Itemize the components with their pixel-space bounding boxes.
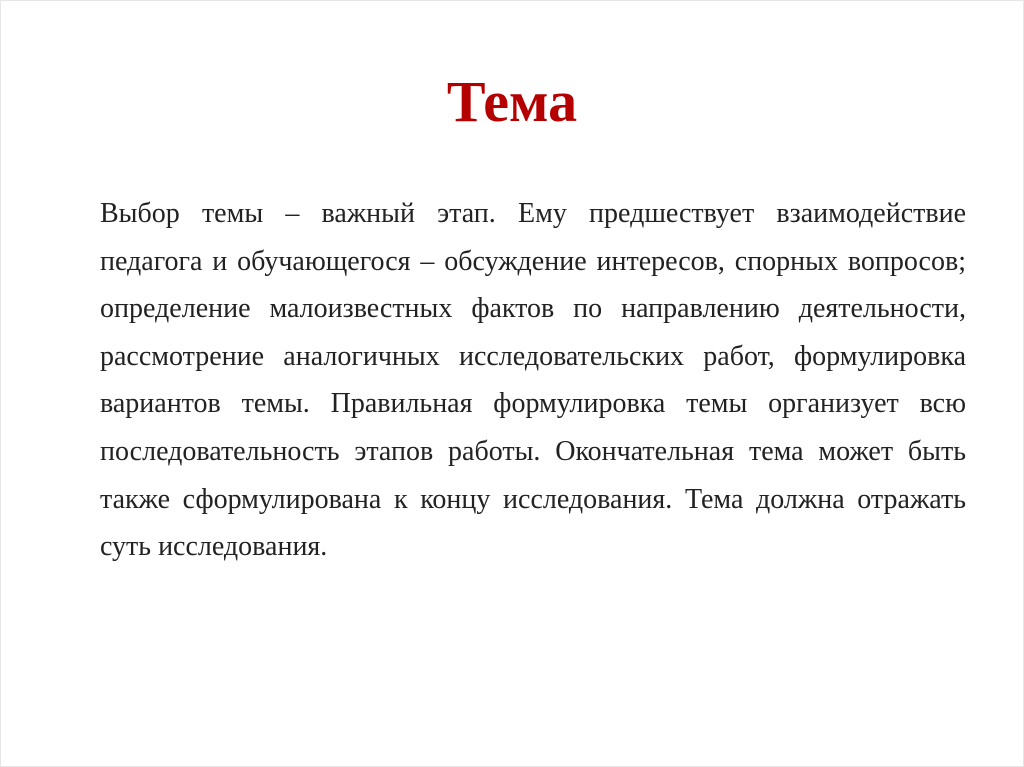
slide-title: Тема — [446, 69, 578, 134]
slide-body-text: Выбор темы – важный этап. Ему предшествует взаимодействие педагога и обучающегося – обсуждение интересов, спорных вопросов; определение малоизвестных фактов по направлению деятельности, рассмотрение аналогичных исследовательских работ, формулировка вариантов темы. Правильная формулировка темы организует всю последовательность этапов работы. Окончательная тема может быть также сформулирована к концу исследования. Тема должна отражать суть исследования. — [100, 198, 966, 563]
